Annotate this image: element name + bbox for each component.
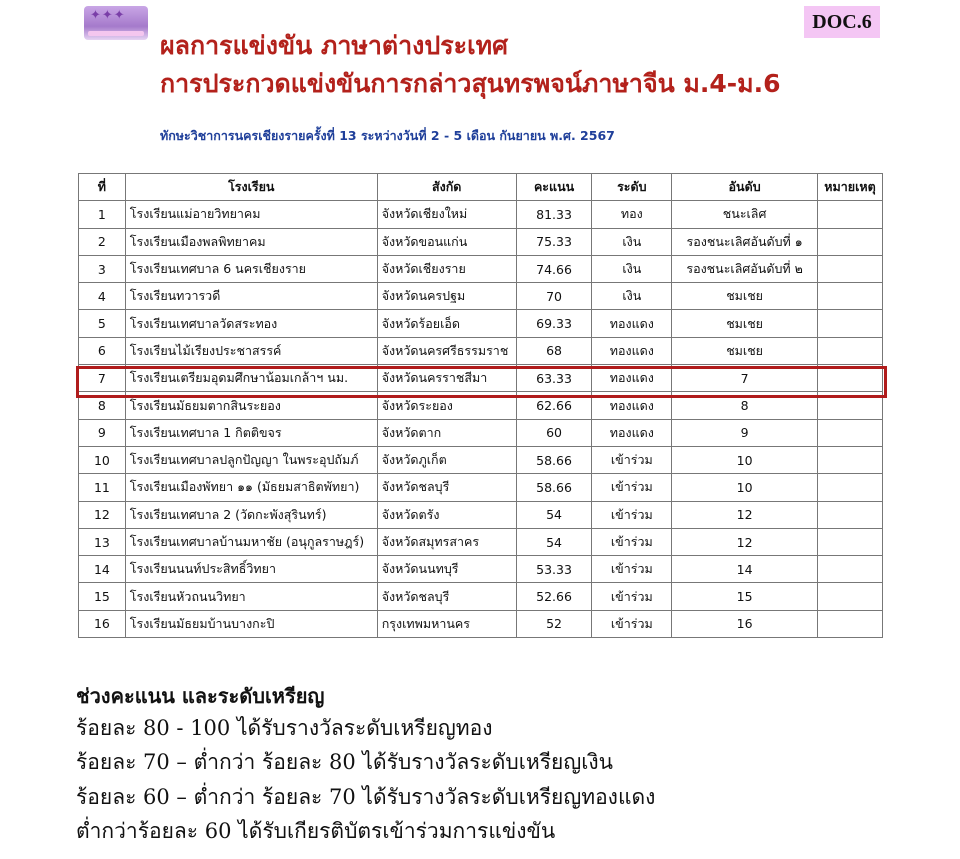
- col-header-rank: อันดับ: [672, 174, 818, 201]
- col-header-province: สังกัด: [377, 174, 516, 201]
- cell-score: 58.66: [516, 446, 592, 473]
- cell-level: เข้าร่วม: [592, 583, 672, 610]
- table-row: [79, 446, 883, 473]
- cell-no: 15: [79, 583, 126, 610]
- cell-level: เข้าร่วม: [592, 610, 672, 637]
- cell-rank: 15: [672, 583, 818, 610]
- cell-score: 70: [516, 283, 592, 310]
- cell-note: [818, 392, 883, 419]
- cell-province: จังหวัดสมุทรสาคร: [377, 528, 516, 555]
- cell-province: จังหวัดภูเก็ต: [377, 446, 516, 473]
- table-row: [79, 283, 883, 310]
- cell-no: 3: [79, 255, 126, 282]
- cell-no: 4: [79, 283, 126, 310]
- cell-school: โรงเรียนไม้เรียงประชาสรรค์: [125, 337, 377, 364]
- cell-school: โรงเรียนเทศบาลวัดสระทอง: [125, 310, 377, 337]
- event-subtitle: ทักษะวิชาการนครเชียงรายครั้งที่ 13 ระหว่างวันที่ 2 - 5 เดือน กันยายน พ.ศ. 2567: [160, 128, 615, 143]
- legend-line-silver: ร้อยละ 70 – ต่ำกว่า ร้อยละ 80 ได้รับรางวัลระดับเหรียญเงิน: [76, 750, 614, 774]
- cell-note: [818, 446, 883, 473]
- cell-level: เข้าร่วม: [592, 501, 672, 528]
- table-row: [79, 610, 883, 637]
- cell-no: 2: [79, 228, 126, 255]
- event-logo: [84, 6, 148, 40]
- cell-province: จังหวัดนครปฐม: [377, 283, 516, 310]
- cell-score: 81.33: [516, 201, 592, 228]
- legend-line-gold: ร้อยละ 80 - 100 ได้รับรางวัลระดับเหรียญทอง: [76, 716, 493, 740]
- cell-score: 75.33: [516, 228, 592, 255]
- cell-note: [818, 610, 883, 637]
- cell-score: 54: [516, 501, 592, 528]
- table-row: [79, 392, 883, 419]
- cell-school: โรงเรียนเมืองพัทยา ๑๑ (มัธยมสาธิตพัทยา): [125, 474, 377, 501]
- cell-province: จังหวัดตาก: [377, 419, 516, 446]
- cell-rank: 10: [672, 446, 818, 473]
- table-row: [79, 228, 883, 255]
- cell-school: โรงเรียนแม่อายวิทยาคม: [125, 201, 377, 228]
- cell-rank: 7: [672, 365, 818, 392]
- cell-note: [818, 365, 883, 392]
- cell-no: 12: [79, 501, 126, 528]
- cell-score: 63.33: [516, 365, 592, 392]
- logo-band: [88, 31, 144, 36]
- cell-no: 5: [79, 310, 126, 337]
- table-row: [79, 474, 883, 501]
- col-header-school: โรงเรียน: [125, 174, 377, 201]
- table-row: [79, 501, 883, 528]
- cell-score: 60: [516, 419, 592, 446]
- cell-no: 13: [79, 528, 126, 555]
- cell-province: จังหวัดชลบุรี: [377, 583, 516, 610]
- cell-province: กรุงเทพมหานคร: [377, 610, 516, 637]
- cell-note: [818, 255, 883, 282]
- cell-no: 10: [79, 446, 126, 473]
- cell-province: จังหวัดนนทบุรี: [377, 556, 516, 583]
- col-header-note: หมายเหตุ: [818, 174, 883, 201]
- cell-province: จังหวัดเชียงใหม่: [377, 201, 516, 228]
- cell-note: [818, 556, 883, 583]
- cell-school: โรงเรียนเทศบาล 2 (วัดกะพังสุรินทร์): [125, 501, 377, 528]
- cell-level: ทอง: [592, 201, 672, 228]
- cell-rank: รองชนะเลิศอันดับที่ ๑: [672, 228, 818, 255]
- cell-no: 11: [79, 474, 126, 501]
- table-row: [79, 556, 883, 583]
- cell-school: โรงเรียนเทศบาลปลูกปัญญา ในพระอุปถัมภ์: [125, 446, 377, 473]
- cell-score: 62.66: [516, 392, 592, 419]
- cell-school: โรงเรียนทวารวดี: [125, 283, 377, 310]
- cell-school: โรงเรียนเทศบาลบ้านมหาชัย (อนุกูลราษฎร์): [125, 528, 377, 555]
- cell-level: เข้าร่วม: [592, 556, 672, 583]
- table-row: [79, 583, 883, 610]
- cell-no: 16: [79, 610, 126, 637]
- cell-score: 58.66: [516, 474, 592, 501]
- cell-rank: 14: [672, 556, 818, 583]
- cell-no: 7: [79, 365, 126, 392]
- cell-score: 53.33: [516, 556, 592, 583]
- cell-rank: 12: [672, 501, 818, 528]
- cell-no: 1: [79, 201, 126, 228]
- cell-school: โรงเรียนหัวถนนวิทยา: [125, 583, 377, 610]
- logo-emblem-icon: ✦✦✦: [90, 8, 126, 23]
- cell-note: [818, 283, 883, 310]
- cell-school: โรงเรียนเมืองพลพิทยาคม: [125, 228, 377, 255]
- cell-province: จังหวัดนครราชสีมา: [377, 365, 516, 392]
- cell-level: ทองแดง: [592, 337, 672, 364]
- table-header-row: [79, 174, 883, 201]
- cell-note: [818, 583, 883, 610]
- cell-note: [818, 528, 883, 555]
- results-table: [78, 173, 883, 638]
- cell-no: 9: [79, 419, 126, 446]
- cell-no: 6: [79, 337, 126, 364]
- cell-level: เงิน: [592, 255, 672, 282]
- col-header-score: คะแนน: [516, 174, 592, 201]
- cell-score: 68: [516, 337, 592, 364]
- cell-province: จังหวัดร้อยเอ็ด: [377, 310, 516, 337]
- cell-score: 52: [516, 610, 592, 637]
- legend-line-participation: ต่ำกว่าร้อยละ 60 ได้รับเกียรติบัตรเข้าร่วมการแข่งขัน: [76, 819, 556, 843]
- cell-score: 52.66: [516, 583, 592, 610]
- cell-no: 8: [79, 392, 126, 419]
- results-body: [79, 201, 883, 638]
- cell-note: [818, 337, 883, 364]
- page-title: ผลการแข่งขัน ภาษาต่างประเทศ: [160, 31, 508, 60]
- cell-rank: 16: [672, 610, 818, 637]
- cell-no: 14: [79, 556, 126, 583]
- cell-province: จังหวัดระยอง: [377, 392, 516, 419]
- table-row: [79, 255, 883, 282]
- cell-level: ทองแดง: [592, 365, 672, 392]
- cell-score: 54: [516, 528, 592, 555]
- table-row: [79, 337, 883, 364]
- legend-heading: ช่วงคะแนน และระดับเหรียญ: [76, 684, 325, 708]
- cell-school: โรงเรียนมัธยมบ้านบางกะปิ: [125, 610, 377, 637]
- cell-province: จังหวัดชลบุรี: [377, 474, 516, 501]
- cell-rank: ชนะเลิศ: [672, 201, 818, 228]
- table-row: [79, 528, 883, 555]
- cell-level: ทองแดง: [592, 310, 672, 337]
- cell-score: 74.66: [516, 255, 592, 282]
- doc-tag: DOC.6: [804, 6, 880, 38]
- cell-school: โรงเรียนเตรียมอุดมศึกษาน้อมเกล้าฯ นม.: [125, 365, 377, 392]
- table-row: [79, 365, 883, 392]
- cell-level: เข้าร่วม: [592, 446, 672, 473]
- cell-level: เงิน: [592, 283, 672, 310]
- cell-province: จังหวัดนครศรีธรรมราช: [377, 337, 516, 364]
- cell-rank: 9: [672, 419, 818, 446]
- cell-school: โรงเรียนมัธยมตากสินระยอง: [125, 392, 377, 419]
- cell-province: จังหวัดตรัง: [377, 501, 516, 528]
- cell-school: โรงเรียนเทศบาล 6 นครเชียงราย: [125, 255, 377, 282]
- cell-school: โรงเรียนเทศบาล 1 กิตติขจร: [125, 419, 377, 446]
- cell-note: [818, 474, 883, 501]
- table-row: [79, 201, 883, 228]
- cell-rank: ชมเชย: [672, 283, 818, 310]
- cell-level: ทองแดง: [592, 392, 672, 419]
- cell-level: เข้าร่วม: [592, 474, 672, 501]
- cell-rank: 8: [672, 392, 818, 419]
- cell-rank: 12: [672, 528, 818, 555]
- table-row: [79, 419, 883, 446]
- legend-line-bronze: ร้อยละ 60 – ต่ำกว่า ร้อยละ 70 ได้รับรางวัลระดับเหรียญทองแดง: [76, 785, 656, 809]
- cell-rank: ชมเชย: [672, 337, 818, 364]
- cell-rank: รองชนะเลิศอันดับที่ ๒: [672, 255, 818, 282]
- cell-level: เข้าร่วม: [592, 528, 672, 555]
- cell-level: ทองแดง: [592, 419, 672, 446]
- cell-note: [818, 228, 883, 255]
- cell-note: [818, 501, 883, 528]
- cell-rank: ชมเชย: [672, 310, 818, 337]
- table-row: [79, 310, 883, 337]
- cell-school: โรงเรียนนนท์ประสิทธิ์วิทยา: [125, 556, 377, 583]
- col-header-level: ระดับ: [592, 174, 672, 201]
- cell-note: [818, 419, 883, 446]
- cell-score: 69.33: [516, 310, 592, 337]
- cell-province: จังหวัดขอนแก่น: [377, 228, 516, 255]
- col-header-no: ที่: [79, 174, 126, 201]
- cell-rank: 10: [672, 474, 818, 501]
- cell-note: [818, 310, 883, 337]
- competition-title: การประกวดแข่งขันการกล่าวสุนทรพจน์ภาษาจีน ม.4-ม.6: [160, 69, 781, 98]
- cell-province: จังหวัดเชียงราย: [377, 255, 516, 282]
- cell-note: [818, 201, 883, 228]
- cell-level: เงิน: [592, 228, 672, 255]
